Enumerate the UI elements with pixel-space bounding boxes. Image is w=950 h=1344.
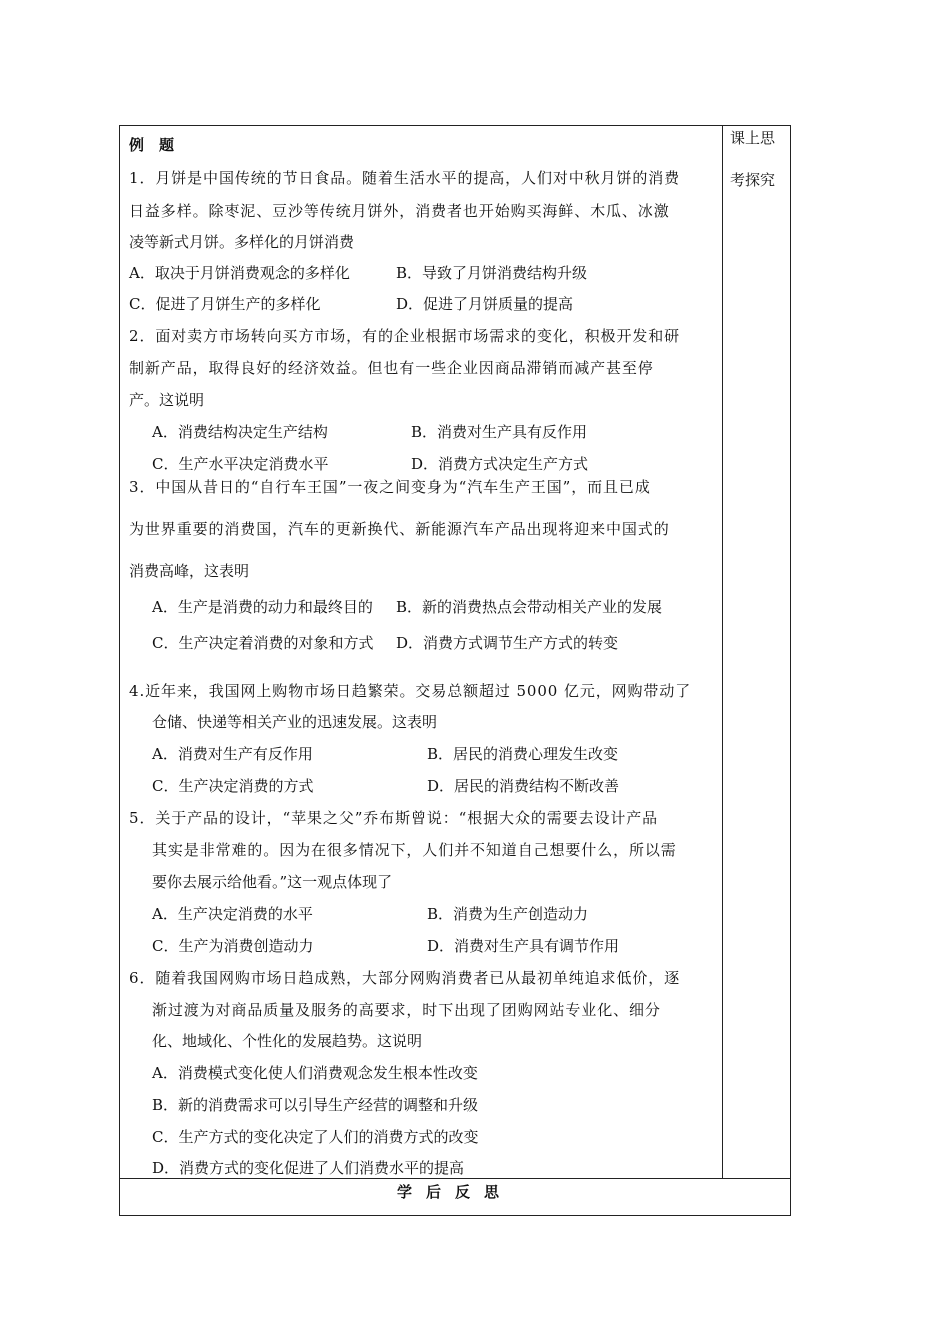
question-4-line-2: 仓储、快递等相关产业的迅速发展。这表明 [152, 713, 438, 731]
question-4-option-c: C．生产决定消费的方式 [152, 777, 314, 795]
question-4-line-1: 4.近年来，我国网上购物市场日趋繁荣。交易总额超过 5000 亿元，网购带动了 [129, 682, 692, 700]
question-2-line-1: 2．面对卖方市场转向买方市场，有的企业根据市场需求的变化，积极开发和研 [129, 327, 681, 345]
reflection-title: 学后反思 [396, 1183, 513, 1201]
question-2-option-b: B．消费对生产具有反作用 [411, 423, 588, 441]
question-5-option-b: B．消费为生产创造动力 [427, 905, 589, 923]
column-divider [722, 125, 723, 1178]
question-3-option-a: A．生产是消费的动力和最终目的 [152, 598, 373, 616]
question-5-option-c: C．生产为消费创造动力 [152, 937, 314, 955]
question-5-option-a: A．生产决定消费的水平 [152, 905, 313, 923]
row-divider [119, 1178, 791, 1179]
question-6-option-a: A．消费模式变化使人们消费观念发生根本性改变 [152, 1064, 478, 1082]
question-6-line-3: 化、地域化、个性化的发展趋势。这说明 [152, 1032, 423, 1050]
side-column-label-2: 考探究 [730, 171, 776, 189]
section-title: 例 题 [129, 136, 175, 154]
side-column-label-1: 课上思 [730, 129, 776, 147]
question-3-option-c: C．生产决定着消费的对象和方式 [152, 634, 374, 652]
question-4-option-b: B．居民的消费心理发生改变 [427, 745, 619, 763]
question-2-line-2: 制新产品，取得良好的经济效益。但也有一些企业因商品滞销而减产甚至停 [129, 359, 654, 377]
question-3-option-d: D．消费方式调节生产方式的转变 [396, 634, 619, 652]
question-4-option-d: D．居民的消费结构不断改善 [427, 777, 620, 795]
question-1-option-a: A．取决于月饼消费观念的多样化 [129, 264, 350, 282]
question-2-option-d: D．消费方式决定生产方式 [411, 455, 589, 473]
question-5-line-2: 其实是非常难的。因为在很多情况下，人们并不知道自己想要什么，所以需 [152, 841, 677, 859]
question-2-option-c: C．生产水平决定消费水平 [152, 455, 329, 473]
question-4-option-a: A．消费对生产有反作用 [152, 745, 313, 763]
question-6-line-1: 6．随着我国网购市场日趋成熟，大部分网购消费者已从最初单纯追求低价，逐 [129, 969, 681, 987]
question-3-line-1: 3．中国从昔日的“自行车王国”一夜之间变身为“汽车生产王国”，而且已成 [129, 478, 651, 496]
question-2-line-3: 产。这说明 [129, 391, 205, 409]
question-3-line-3: 消费高峰，这表明 [129, 562, 250, 580]
worksheet-table [119, 125, 791, 1216]
question-5-line-3: 要你去展示给他看。”这一观点体现了 [152, 873, 393, 891]
question-6-option-c: C．生产方式的变化决定了人们的消费方式的改变 [152, 1128, 479, 1146]
question-1-option-b: B．导致了月饼消费结构升级 [396, 264, 588, 282]
question-1-option-c: C．促进了月饼生产的多样化 [129, 295, 321, 313]
question-5-option-d: D．消费对生产具有调节作用 [427, 937, 620, 955]
question-1-line-3: 凌等新式月饼。多样化的月饼消费 [129, 233, 355, 251]
question-1-line-1: 1．月饼是中国传统的节日食品。随着生活水平的提高，人们对中秋月饼的消费 [129, 169, 681, 187]
question-1-option-d: D．促进了月饼质量的提高 [396, 295, 574, 313]
question-3-option-b: B．新的消费热点会带动相关产业的发展 [396, 598, 663, 616]
question-3-line-2: 为世界重要的消费国，汽车的更新换代、新能源汽车产品出现将迎来中国式的 [129, 520, 670, 538]
question-5-line-1: 5．关于产品的设计，“苹果之父”乔布斯曾说：“根据大众的需要去设计产品 [129, 809, 659, 827]
question-1-line-2: 日益多样。除枣泥、豆沙等传统月饼外，消费者也开始购买海鲜、木瓜、冰激 [129, 202, 670, 220]
question-6-option-d: D．消费方式的变化促进了人们消费水平的提高 [152, 1159, 465, 1177]
question-6-option-b: B．新的消费需求可以引导生产经营的调整和升级 [152, 1096, 479, 1114]
question-6-line-2: 渐过渡为对商品质量及服务的高要求，时下出现了团购网站专业化、细分 [152, 1001, 661, 1019]
question-2-option-a: A．消费结构决定生产结构 [152, 423, 328, 441]
